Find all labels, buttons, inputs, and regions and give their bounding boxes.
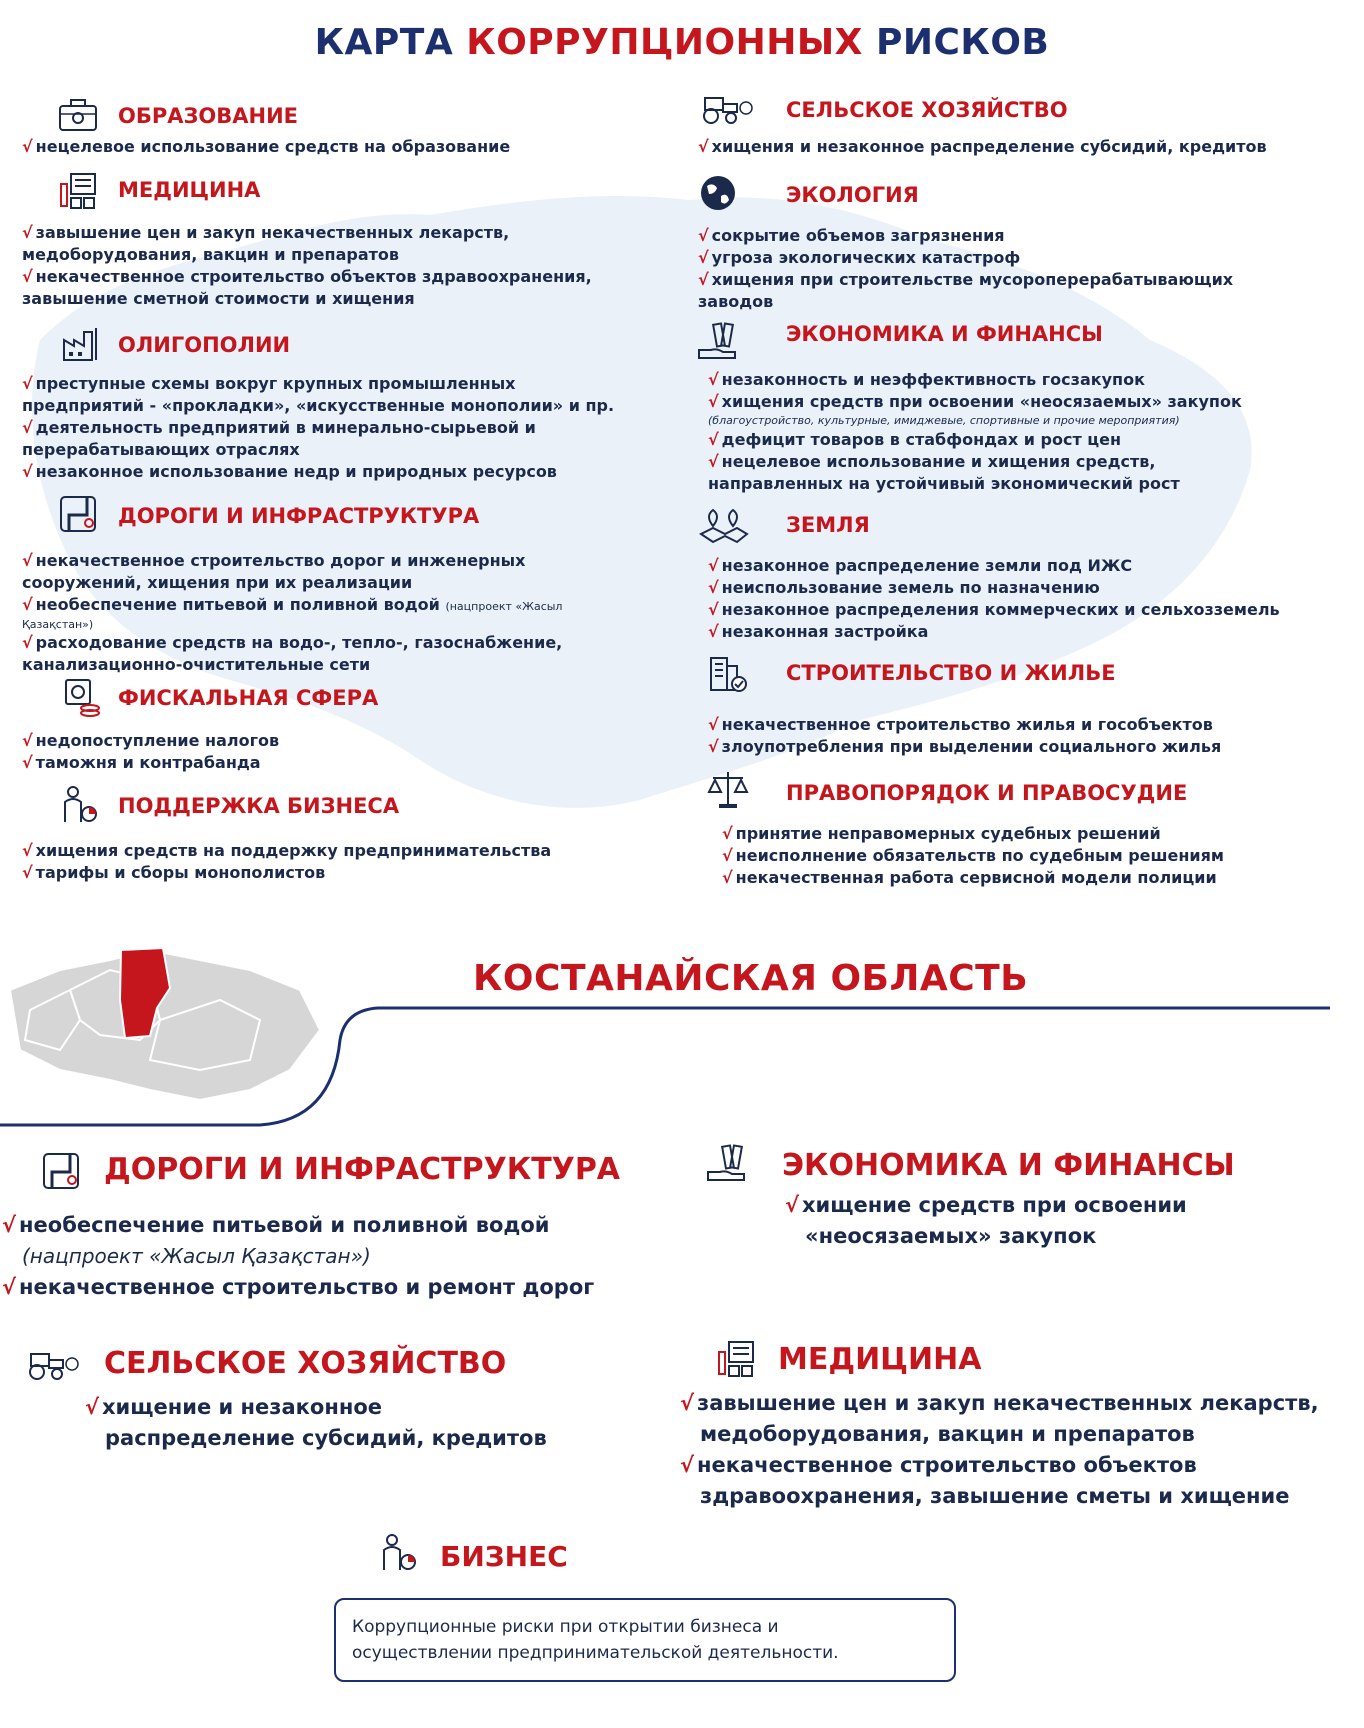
category-title-agriculture: СЕЛЬСКОЕ ХОЗЯЙСТВО xyxy=(786,98,1068,122)
category-title-fiscal: ФИСКАЛЬНАЯ СФЕРА xyxy=(118,686,379,710)
title-part-2: КОРРУПЦИОННЫХ xyxy=(466,22,863,63)
ecology-items: √ сокрытие объемов загрязнения √ угроза экологических катастроф √ хищения при строительстве мусороперерабатывающих заводов xyxy=(698,226,1234,311)
coins-icon xyxy=(60,676,102,718)
category-title-construction: СТРОИТЕЛЬСТВО И ЖИЛЬЕ xyxy=(786,661,1116,685)
oligopoly-items: √ преступные схемы вокруг крупных промышленных предприятий - «прокладки», «искусственные монополии» и пр. √ деятельность предприятий в минерально-сырьевой и перерабатывающих отраслях √ незаконное использование недр и природных ресурсов xyxy=(22,374,615,481)
education-item: √ нецелевое использование средств на образование xyxy=(22,137,511,156)
region-agriculture-items: √ хищение и незаконное распределение субсидий, кредитов xyxy=(85,1395,547,1450)
business-person-icon xyxy=(376,1532,418,1574)
region-category-title-business: БИЗНЕС xyxy=(440,1540,568,1573)
briefcase-icon xyxy=(57,93,99,135)
fiscal-items: √ недопоступление налогов √ таможня и контрабанда xyxy=(22,731,280,772)
region-title: КОСТАНАЙСКАЯ ОБЛАСТЬ xyxy=(473,958,1029,999)
money-hand-icon xyxy=(706,1142,748,1184)
region-roads-items: √ необеспечение питьевой и поливной водой (нацпроект «Жасыл Қазақстан») √ некачественное строительство и ремонт дорог xyxy=(2,1213,595,1299)
region-category-title-agriculture: СЕЛЬСКОЕ ХОЗЯЙСТВО xyxy=(104,1346,507,1381)
money-hand-icon xyxy=(697,320,739,362)
category-title-oligopoly: ОЛИГОПОЛИИ xyxy=(118,333,291,357)
region-medicine-items: √ завышение цен и закуп некачественных лекарств, медоборудования, вакцин и препаратов √ некачественное строительство объектов здравоохранения, завышение сметы и хищение xyxy=(680,1391,1319,1508)
business-person-icon xyxy=(57,784,99,826)
map-pin-icon xyxy=(697,504,751,546)
medicine-icon xyxy=(715,1338,757,1380)
category-title-law: ПРАВОПОРЯДОК И ПРАВОСУДИЕ xyxy=(786,781,1188,805)
tractor-icon xyxy=(20,1344,82,1386)
law-items: √ принятие неправомерных судебных решений √ неисполнение обязательств по судебным решениям √ некачественная работа сервисной модели полиции xyxy=(722,824,1224,887)
agriculture-item: √ хищения и незаконное распределение субсидий, кредитов xyxy=(698,137,1267,156)
region-economy-items: √ хищение средств при освоении «неосязаемых» закупок xyxy=(785,1193,1187,1248)
page-title xyxy=(0,22,1364,63)
business-items: √ хищения средств на поддержку предпринимательства √ тарифы и сборы монополистов xyxy=(22,841,552,882)
scales-icon xyxy=(707,768,749,810)
construction-items: √ некачественное строительство жилья и гособъектов √ злоупотребления при выделении социального жилья xyxy=(708,715,1222,756)
category-title-economy: ЭКОНОМИКА И ФИНАНСЫ xyxy=(786,322,1103,346)
category-title-medicine: МЕДИЦИНА xyxy=(118,178,261,202)
road-icon xyxy=(57,493,99,535)
land-items: √ незаконное распределение земли под ИЖС √ неиспользование земель по назначению √ незаконное распределения коммерческих и сельхозземель √ незаконная застройка xyxy=(708,556,1280,641)
medicine-items: √ завышение цен и закуп некачественных лекарств, медоборудования, вакцин и препаратов √ некачественное строительство объектов здравоохранения, завышение сметной стоимости и хищения xyxy=(22,223,592,308)
category-title-business: ПОДДЕРЖКА БИЗНЕСА xyxy=(118,794,400,818)
title-part-1: КАРТА xyxy=(314,22,454,63)
roads-items: √ некачественное строительство дорог и инженерных сооружений, хищения при их реализации √ необеспечение питьевой и поливной водой (нацпроект «Жасыл Қазақстан») √ расходование средств на водо-, тепло-, газоснабжение, канализационно-очистительные сети xyxy=(22,551,563,674)
business-risk-line-2: осуществлении предпринимательской деятельности. xyxy=(352,1643,839,1663)
business-risk-box xyxy=(334,1598,956,1682)
region-category-title-medicine: МЕДИЦИНА xyxy=(778,1342,982,1377)
road-icon xyxy=(40,1150,82,1192)
title-part-3: РИСКОВ xyxy=(875,22,1050,63)
category-title-land: ЗЕМЛЯ xyxy=(786,513,870,537)
region-category-title-economy: ЭКОНОМИКА И ФИНАНСЫ xyxy=(782,1148,1235,1183)
tractor-icon xyxy=(697,88,753,130)
business-risk-line-1: Коррупционные риски при открытии бизнеса и xyxy=(352,1617,779,1637)
medicine-icon xyxy=(57,170,99,212)
category-title-roads: ДОРОГИ И ИНФРАСТРУКТУРА xyxy=(118,504,480,528)
region-category-title-roads: ДОРОГИ И ИНФРАСТРУКТУРА xyxy=(104,1152,621,1187)
category-title-ecology: ЭКОЛОГИЯ xyxy=(786,183,919,207)
economy-items: √ незаконность и неэффективность госзакупок √ хищения средств при освоении «неосязаемых» закупок (благоустройство, культурные, имиджевые, спортивные и прочие мероприятия) √ дефицит товаров в стабфондах и рост цен √ нецелевое использование и хищения средств, направленных на устойчивый экономический рост xyxy=(708,370,1242,493)
region-divider-line xyxy=(0,1000,1364,1135)
building-icon xyxy=(707,652,749,694)
globe-icon xyxy=(697,172,739,214)
factory-icon xyxy=(60,322,102,364)
category-title-education: ОБРАЗОВАНИЕ xyxy=(118,104,299,128)
